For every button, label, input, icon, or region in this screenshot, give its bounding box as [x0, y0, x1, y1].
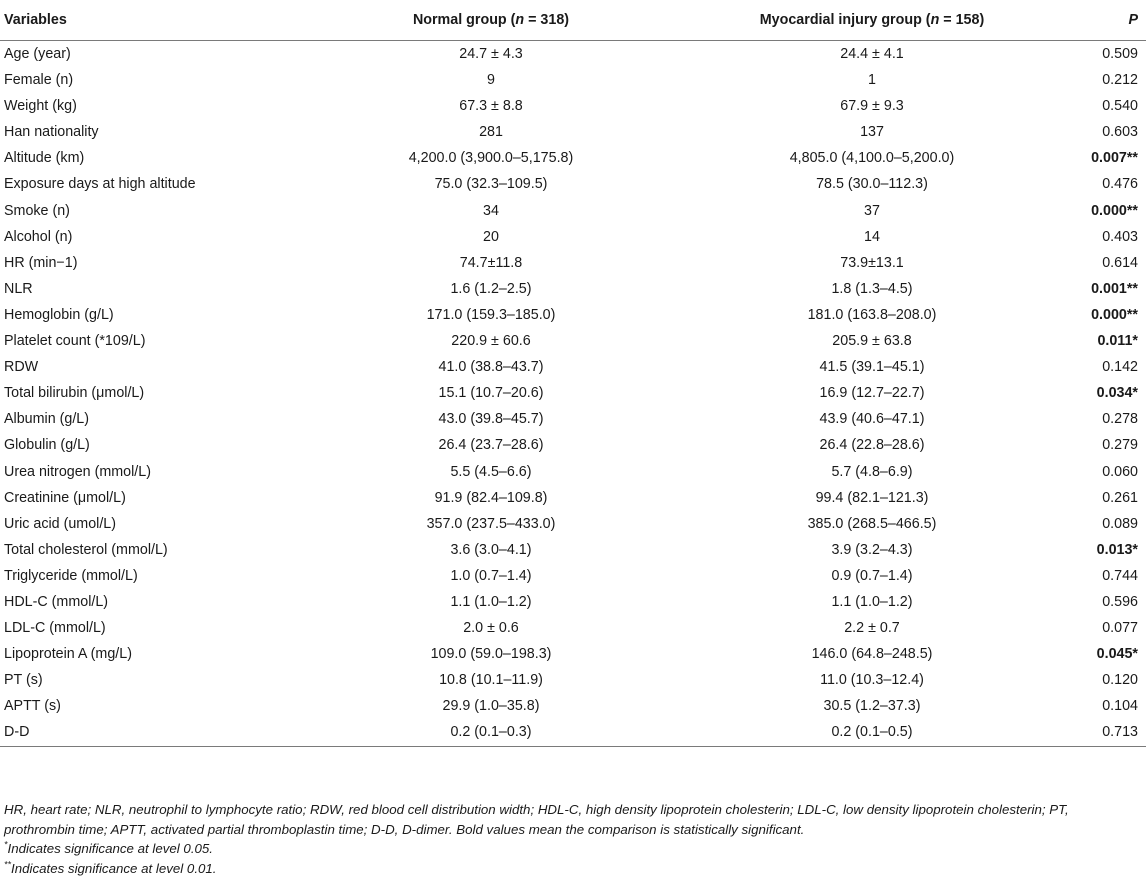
row-normal-value: 4,200.0 (3,900.0–5,175.8) [296, 145, 686, 171]
table-row [0, 589, 1146, 615]
row-variable-label: HR (min−1) [0, 250, 296, 276]
footnote-double-asterisk: **Indicates significance at level 0.01. [4, 859, 1142, 878]
row-p-value: 0.279 [1058, 432, 1146, 458]
header-normal-group: Normal group (n = 318) [296, 0, 686, 41]
row-p-value: 0.060 [1058, 459, 1146, 485]
row-myocardial-value: 4,805.0 (4,100.0–5,200.0) [686, 145, 1058, 171]
row-normal-value: 41.0 (38.8–43.7) [296, 354, 686, 380]
row-myocardial-value: 99.4 (82.1–121.3) [686, 485, 1058, 511]
footnote-single-asterisk: *Indicates significance at level 0.05. [4, 839, 1142, 859]
row-p-value: 0.212 [1058, 67, 1146, 93]
row-myocardial-value: 181.0 (163.8–208.0) [686, 302, 1058, 328]
row-variable-label: RDW [0, 354, 296, 380]
row-normal-value: 67.3 ± 8.8 [296, 93, 686, 119]
row-p-value: 0.261 [1058, 485, 1146, 511]
row-variable-label: NLR [0, 276, 296, 302]
row-normal-value: 109.0 (59.0–198.3) [296, 641, 686, 667]
table-row [0, 615, 1146, 641]
row-p-value: 0.077 [1058, 615, 1146, 641]
row-p-value: 0.476 [1058, 171, 1146, 197]
header-variables: Variables [0, 0, 296, 41]
row-myocardial-value: 205.9 ± 63.8 [686, 328, 1058, 354]
row-variable-label: Age (year) [0, 41, 296, 68]
row-p-value: 0.011* [1058, 328, 1146, 354]
table-row [0, 563, 1146, 589]
row-variable-label: Albumin (g/L) [0, 406, 296, 432]
row-myocardial-value: 16.9 (12.7–22.7) [686, 380, 1058, 406]
row-myocardial-value: 37 [686, 198, 1058, 224]
header-myocardial-injury-group: Myocardial injury group (n = 158) [686, 0, 1058, 41]
table-row [0, 719, 1146, 746]
row-normal-value: 1.1 (1.0–1.2) [296, 589, 686, 615]
row-normal-value: 5.5 (4.5–6.6) [296, 459, 686, 485]
row-normal-value: 29.9 (1.0–35.8) [296, 693, 686, 719]
row-p-value: 0.104 [1058, 693, 1146, 719]
row-p-value: 0.000** [1058, 198, 1146, 224]
row-myocardial-value: 5.7 (4.8–6.9) [686, 459, 1058, 485]
row-myocardial-value: 43.9 (40.6–47.1) [686, 406, 1058, 432]
row-p-value: 0.713 [1058, 719, 1146, 746]
row-variable-label: Urea nitrogen (mmol/L) [0, 459, 296, 485]
row-myocardial-value: 26.4 (22.8–28.6) [686, 432, 1058, 458]
row-variable-label: Creatinine (μmol/L) [0, 485, 296, 511]
row-variable-label: Uric acid (umol/L) [0, 511, 296, 537]
row-variable-label: Platelet count (*109/L) [0, 328, 296, 354]
row-variable-label: Total cholesterol (mmol/L) [0, 537, 296, 563]
row-variable-label: Lipoprotein A (mg/L) [0, 641, 296, 667]
row-normal-value: 34 [296, 198, 686, 224]
table-row [0, 250, 1146, 276]
row-p-value: 0.403 [1058, 224, 1146, 250]
row-myocardial-value: 146.0 (64.8–248.5) [686, 641, 1058, 667]
table-row [0, 119, 1146, 145]
row-p-value: 0.120 [1058, 667, 1146, 693]
table-row [0, 224, 1146, 250]
row-p-value: 0.089 [1058, 511, 1146, 537]
table-row [0, 354, 1146, 380]
row-normal-value: 20 [296, 224, 686, 250]
row-normal-value: 1.0 (0.7–1.4) [296, 563, 686, 589]
table-row [0, 302, 1146, 328]
row-p-value: 0.001** [1058, 276, 1146, 302]
row-p-value: 0.045* [1058, 641, 1146, 667]
row-normal-value: 26.4 (23.7–28.6) [296, 432, 686, 458]
table-row [0, 537, 1146, 563]
row-myocardial-value: 0.2 (0.1–0.5) [686, 719, 1058, 746]
table-row [0, 276, 1146, 302]
row-variable-label: Han nationality [0, 119, 296, 145]
row-myocardial-value: 3.9 (3.2–4.3) [686, 537, 1058, 563]
row-normal-value: 15.1 (10.7–20.6) [296, 380, 686, 406]
table-row [0, 693, 1146, 719]
row-myocardial-value: 24.4 ± 4.1 [686, 41, 1058, 68]
row-variable-label: Alcohol (n) [0, 224, 296, 250]
row-myocardial-value: 14 [686, 224, 1058, 250]
row-myocardial-value: 78.5 (30.0–112.3) [686, 171, 1058, 197]
table-row [0, 667, 1146, 693]
row-myocardial-value: 1 [686, 67, 1058, 93]
table-row [0, 511, 1146, 537]
table-row [0, 459, 1146, 485]
row-p-value: 0.744 [1058, 563, 1146, 589]
row-normal-value: 3.6 (3.0–4.1) [296, 537, 686, 563]
row-variable-label: Hemoglobin (g/L) [0, 302, 296, 328]
row-myocardial-value: 41.5 (39.1–45.1) [686, 354, 1058, 380]
table-row [0, 641, 1146, 667]
table-row [0, 67, 1146, 93]
row-normal-value: 2.0 ± 0.6 [296, 615, 686, 641]
row-p-value: 0.540 [1058, 93, 1146, 119]
row-variable-label: Total bilirubin (μmol/L) [0, 380, 296, 406]
row-myocardial-value: 0.9 (0.7–1.4) [686, 563, 1058, 589]
row-p-value: 0.000** [1058, 302, 1146, 328]
row-normal-value: 10.8 (10.1–11.9) [296, 667, 686, 693]
row-variable-label: Female (n) [0, 67, 296, 93]
table-row [0, 406, 1146, 432]
row-normal-value: 1.6 (1.2–2.5) [296, 276, 686, 302]
table-row [0, 171, 1146, 197]
row-variable-label: Exposure days at high altitude [0, 171, 296, 197]
row-normal-value: 220.9 ± 60.6 [296, 328, 686, 354]
row-p-value: 0.596 [1058, 589, 1146, 615]
table-row [0, 145, 1146, 171]
row-normal-value: 171.0 (159.3–185.0) [296, 302, 686, 328]
row-myocardial-value: 30.5 (1.2–37.3) [686, 693, 1058, 719]
footnote-abbreviations: HR, heart rate; NLR, neutrophil to lymphocyte ratio; RDW, red blood cell distribution width; HDL-C, high density lipoprotein cholesterin; LDL-C, low density lipoprotein cholesterin; PT, prothrombin time; APTT, activated partial thromboplastin time; D-D, D-dimer. Bold values mean the comparison is statistically significant. [4, 800, 1142, 839]
row-normal-value: 91.9 (82.4–109.8) [296, 485, 686, 511]
row-myocardial-value: 1.1 (1.0–1.2) [686, 589, 1058, 615]
row-variable-label: Altitude (km) [0, 145, 296, 171]
row-p-value: 0.013* [1058, 537, 1146, 563]
row-normal-value: 74.7±11.8 [296, 250, 686, 276]
row-normal-value: 357.0 (237.5–433.0) [296, 511, 686, 537]
row-myocardial-value: 137 [686, 119, 1058, 145]
table-row [0, 198, 1146, 224]
row-p-value: 0.007** [1058, 145, 1146, 171]
row-normal-value: 281 [296, 119, 686, 145]
row-normal-value: 24.7 ± 4.3 [296, 41, 686, 68]
row-variable-label: HDL-C (mmol/L) [0, 589, 296, 615]
row-p-value: 0.142 [1058, 354, 1146, 380]
row-variable-label: Smoke (n) [0, 198, 296, 224]
table-row [0, 328, 1146, 354]
row-variable-label: PT (s) [0, 667, 296, 693]
row-p-value: 0.603 [1058, 119, 1146, 145]
row-myocardial-value: 67.9 ± 9.3 [686, 93, 1058, 119]
table-header-row [0, 0, 1146, 41]
row-normal-value: 43.0 (39.8–45.7) [296, 406, 686, 432]
row-myocardial-value: 11.0 (10.3–12.4) [686, 667, 1058, 693]
table-row [0, 41, 1146, 68]
table-footnotes [4, 800, 1142, 878]
row-p-value: 0.278 [1058, 406, 1146, 432]
header-p-value: P [1058, 0, 1146, 41]
row-variable-label: Triglyceride (mmol/L) [0, 563, 296, 589]
table-body [0, 41, 1146, 747]
table-row [0, 485, 1146, 511]
table-row [0, 380, 1146, 406]
row-variable-label: D-D [0, 719, 296, 746]
row-variable-label: APTT (s) [0, 693, 296, 719]
row-normal-value: 75.0 (32.3–109.5) [296, 171, 686, 197]
row-variable-label: LDL-C (mmol/L) [0, 615, 296, 641]
row-variable-label: Globulin (g/L) [0, 432, 296, 458]
row-myocardial-value: 385.0 (268.5–466.5) [686, 511, 1058, 537]
row-normal-value: 9 [296, 67, 686, 93]
table-row [0, 93, 1146, 119]
table-row [0, 432, 1146, 458]
row-myocardial-value: 1.8 (1.3–4.5) [686, 276, 1058, 302]
row-myocardial-value: 73.9±13.1 [686, 250, 1058, 276]
row-p-value: 0.509 [1058, 41, 1146, 68]
row-p-value: 0.034* [1058, 380, 1146, 406]
row-p-value: 0.614 [1058, 250, 1146, 276]
row-variable-label: Weight (kg) [0, 93, 296, 119]
row-normal-value: 0.2 (0.1–0.3) [296, 719, 686, 746]
row-myocardial-value: 2.2 ± 0.7 [686, 615, 1058, 641]
